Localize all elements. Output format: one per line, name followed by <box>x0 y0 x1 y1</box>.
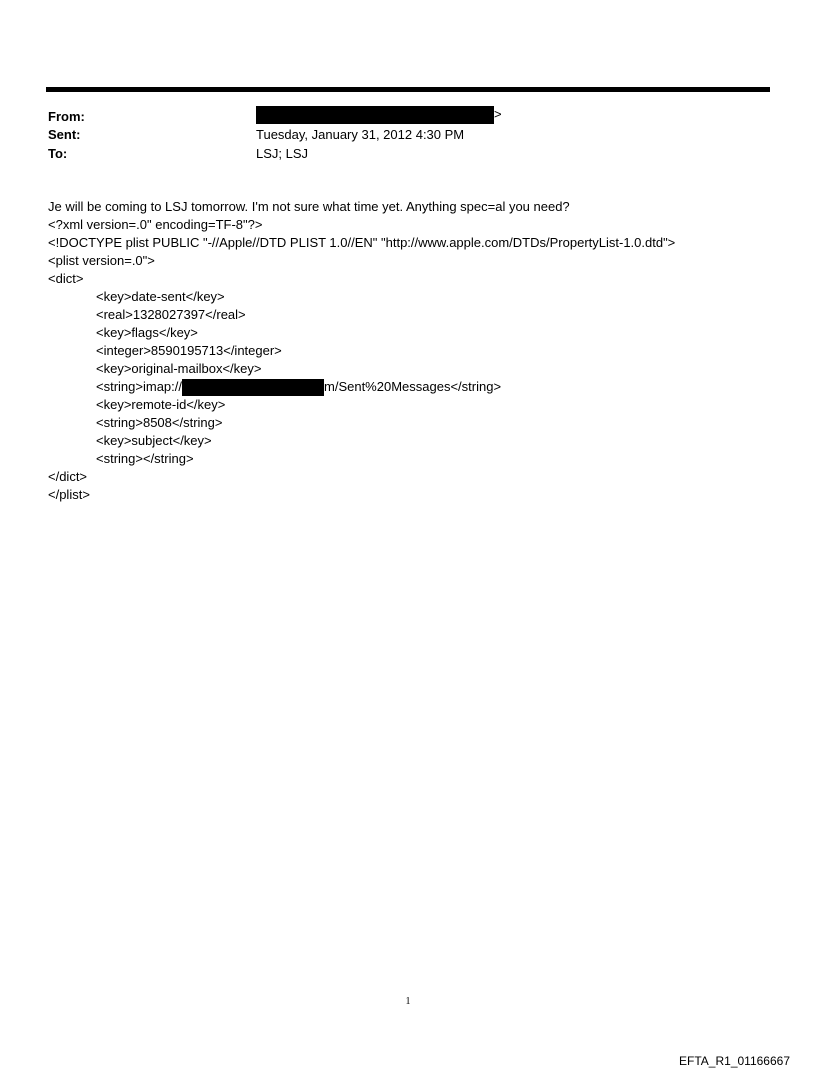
plist-entry-imap <box>96 379 501 396</box>
header-rule <box>46 87 770 92</box>
plist-entry: <key>subject</key> <box>96 433 212 448</box>
plist-entry: <key>flags</key> <box>96 325 198 340</box>
plist-entry: <real>1328027397</real> <box>96 307 246 322</box>
plist-entry: <key>date-sent</key> <box>96 289 225 304</box>
to-value: LSJ; LSJ <box>256 146 309 161</box>
plist-open: <plist version=.0"> <box>48 253 155 268</box>
sent-value: Tuesday, January 31, 2012 4:30 PM <box>256 127 465 142</box>
doctype-line: <!DOCTYPE plist PUBLIC "-//Apple//DTD PLIST 1.0//EN" "http://www.apple.com/DTDs/PropertyList-1.0.dtd"> <box>48 235 676 250</box>
xml-declaration: <?xml version=.0" encoding=TF-8"?> <box>48 217 263 232</box>
imap-suffix: m/Sent%20Messages</string> <box>324 379 502 394</box>
plist-entry: <key>original-mailbox</key> <box>96 361 262 376</box>
from-value <box>256 106 502 124</box>
to-label: To: <box>48 146 68 161</box>
message-text: Je will be coming to LSJ tomorrow. I'm not sure what time yet. Anything spec=al you need? <box>48 199 570 214</box>
from-suffix: > <box>494 106 502 122</box>
sent-label: Sent: <box>48 127 81 142</box>
plist-entry: <string></string> <box>96 451 194 466</box>
plist-entry: <key>remote-id</key> <box>96 397 226 412</box>
imap-prefix: <string>imap:// <box>96 379 182 394</box>
from-label: From: <box>48 109 85 124</box>
redaction-block <box>182 379 324 396</box>
dict-close: </dict> <box>48 469 88 484</box>
plist-close: </plist> <box>48 487 90 502</box>
page-number: 1 <box>405 996 411 1007</box>
bates-number: EFTA_R1_01166667 <box>679 1054 790 1068</box>
dict-open: <dict> <box>48 271 84 286</box>
plist-entry: <string>8508</string> <box>96 415 223 430</box>
plist-entry: <integer>8590195713</integer> <box>96 343 282 358</box>
redaction-block <box>256 106 494 124</box>
